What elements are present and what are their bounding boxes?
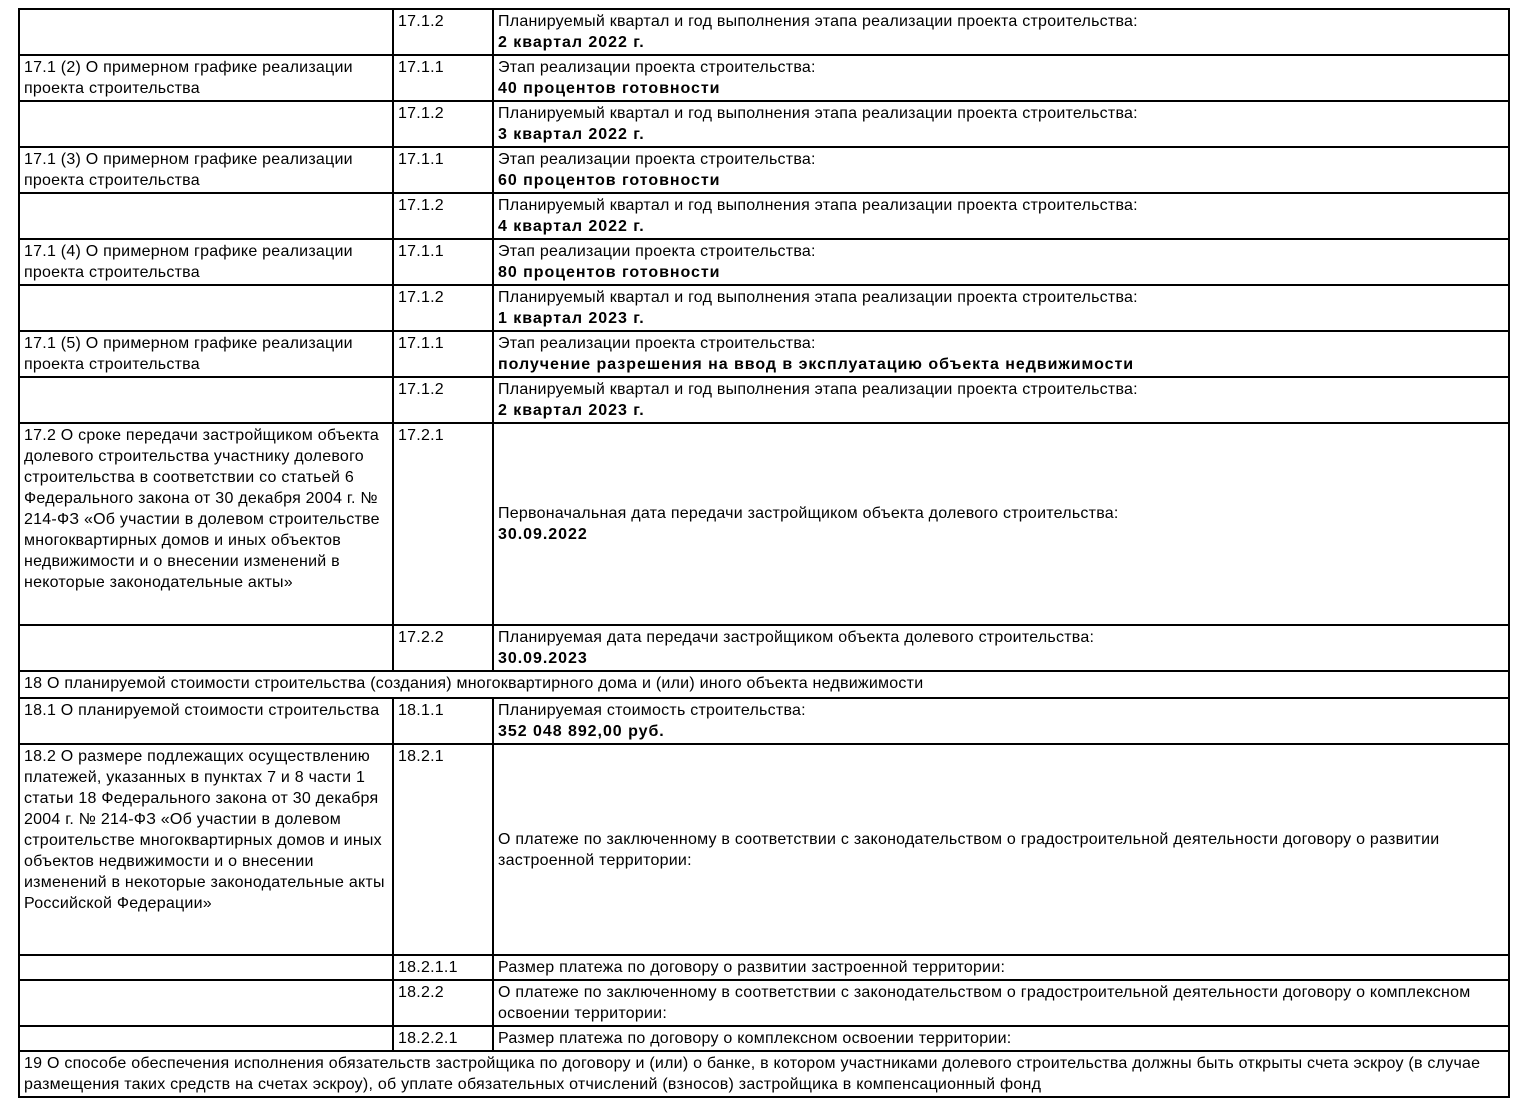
field-label: Этап реализации проекта строительства: (498, 151, 816, 168)
field-label: Планируемый квартал и год выполнения этапа реализации проекта строительства: (498, 381, 1138, 398)
field-value: 1 квартал 2023 г. (498, 310, 645, 327)
row-number-cell: 18.2.2.1 (393, 1026, 493, 1051)
field-value: 30.09.2023 (498, 650, 588, 667)
field-label: О платеже по заключенному в соответствии с законодательством о градостроительной деятельности договору о комплексном освоении территории: (498, 984, 1471, 1022)
row-content-cell (493, 147, 1509, 193)
field-label: Этап реализации проекта строительства: (498, 335, 816, 352)
row-content-cell (493, 193, 1509, 239)
row-number-cell: 17.1.2 (393, 377, 493, 423)
table-row (19, 744, 1509, 955)
table-row (19, 239, 1509, 285)
row-content-cell (493, 980, 1509, 1026)
row-description-cell (19, 955, 393, 980)
row-number-cell: 17.1.2 (393, 101, 493, 147)
field-value: 3 квартал 2022 г. (498, 126, 645, 143)
field-value: 352 048 892,00 руб. (498, 723, 665, 740)
row-description-cell (19, 377, 393, 423)
row-content-cell (493, 377, 1509, 423)
table-row (19, 1026, 1509, 1051)
table-row (19, 698, 1509, 744)
table-row (19, 980, 1509, 1026)
row-description-cell (19, 625, 393, 671)
field-value: 2 квартал 2023 г. (498, 402, 645, 419)
row-description-cell: 18.2 О размере подлежащих осуществлению платежей, указанных в пунктах 7 и 8 части 1 статьи 18 Федерального закона от 30 декабря 2004 г. № 214-ФЗ «Об участии в долевом строительстве многоквартирных домов и иных объектов недвижимости и о внесении изменений в некоторые законодательные акты Российской Федерации» (19, 744, 393, 955)
row-content-cell (493, 101, 1509, 147)
project-declaration-table (18, 8, 1510, 1098)
table-row (19, 423, 1509, 625)
row-number-cell: 18.2.1 (393, 744, 493, 955)
row-number-cell: 18.1.1 (393, 698, 493, 744)
row-description-cell: 17.1 (4) О примерном графике реализации проекта строительства (19, 239, 393, 285)
row-content-cell (493, 744, 1509, 955)
section-row (19, 671, 1509, 698)
row-content-cell (493, 625, 1509, 671)
row-description-cell (19, 1026, 393, 1051)
table-row (19, 101, 1509, 147)
field-value: 30.09.2022 (498, 526, 588, 543)
table-row (19, 377, 1509, 423)
table-row (19, 625, 1509, 671)
row-number-cell: 17.1.2 (393, 9, 493, 55)
row-description-cell (19, 193, 393, 239)
field-value: 4 квартал 2022 г. (498, 218, 645, 235)
row-description-cell (19, 101, 393, 147)
table-row (19, 285, 1509, 331)
row-description-cell (19, 9, 393, 55)
row-content-cell (493, 55, 1509, 101)
field-label: Планируемый квартал и год выполнения этапа реализации проекта строительства: (498, 197, 1138, 214)
field-label: Размер платежа по договору о развитии застроенной территории: (498, 959, 1006, 976)
row-description-cell (19, 285, 393, 331)
document-page (18, 8, 1510, 1098)
row-number-cell: 18.2.2 (393, 980, 493, 1026)
field-value: 2 квартал 2022 г. (498, 34, 645, 51)
row-description-cell (19, 980, 393, 1026)
row-content-cell (493, 9, 1509, 55)
table-row (19, 193, 1509, 239)
row-number-cell: 17.1.1 (393, 55, 493, 101)
table-row (19, 955, 1509, 980)
table-row (19, 9, 1509, 55)
row-number-cell: 18.2.1.1 (393, 955, 493, 980)
table-row (19, 55, 1509, 101)
row-content-cell (493, 239, 1509, 285)
field-label: Этап реализации проекта строительства: (498, 59, 816, 76)
row-number-cell: 17.1.2 (393, 285, 493, 331)
field-label: Первоначальная дата передачи застройщиком объекта долевого строительства: (498, 505, 1119, 522)
row-description-cell: 18.1 О планируемой стоимости строительства (19, 698, 393, 744)
row-number-cell: 17.1.2 (393, 193, 493, 239)
row-description-cell: 17.1 (3) О примерном графике реализации проекта строительства (19, 147, 393, 193)
field-value: 80 процентов готовности (498, 264, 721, 281)
field-label: Этап реализации проекта строительства: (498, 243, 816, 260)
field-value: получение разрешения на ввод в эксплуатацию объекта недвижимости (498, 356, 1135, 373)
row-content-cell (493, 285, 1509, 331)
field-label: Планируемая стоимость строительства: (498, 702, 806, 719)
row-content-cell (493, 331, 1509, 377)
field-value: 40 процентов готовности (498, 80, 721, 97)
field-label: Планируемый квартал и год выполнения этапа реализации проекта строительства: (498, 105, 1138, 122)
section-header: 18 О планируемой стоимости строительства (создания) многоквартирного дома и (или) иного объекта недвижимости (19, 671, 1509, 698)
field-label: Размер платежа по договору о комплексном освоении территории: (498, 1030, 1012, 1047)
table-body (19, 9, 1509, 1097)
row-number-cell: 17.1.1 (393, 331, 493, 377)
section-row (19, 1051, 1509, 1097)
table-row (19, 331, 1509, 377)
row-description-cell: 17.1 (2) О примерном графике реализации проекта строительства (19, 55, 393, 101)
field-label: О платеже по заключенному в соответствии с законодательством о градостроительной деятельности договору о развитии застроенной территории: (498, 830, 1440, 869)
row-description-cell: 17.2 О сроке передачи застройщиком объекта долевого строительства участнику долевого строительства в соответствии со статьей 6 Федерального закона от 30 декабря 2004 г. № 214-ФЗ «Об участии в долевом строительстве многоквартирных домов и иных объектов недвижимости и о внесении изменений в некоторые законодательные акты» (19, 423, 393, 625)
row-content-cell (493, 698, 1509, 744)
row-number-cell: 17.2.1 (393, 423, 493, 625)
row-number-cell: 17.2.2 (393, 625, 493, 671)
row-number-cell: 17.1.1 (393, 239, 493, 285)
row-content-cell (493, 1026, 1509, 1051)
field-label: Планируемый квартал и год выполнения этапа реализации проекта строительства: (498, 289, 1138, 306)
row-number-cell: 17.1.1 (393, 147, 493, 193)
row-description-cell: 17.1 (5) О примерном графике реализации проекта строительства (19, 331, 393, 377)
row-content-cell (493, 955, 1509, 980)
field-value: 60 процентов готовности (498, 172, 721, 189)
field-label: Планируемая дата передачи застройщиком объекта долевого строительства: (498, 629, 1095, 646)
section-header: 19 О способе обеспечения исполнения обязательств застройщика по договору и (или) о банке, в котором участниками долевого строительства должны быть открыты счета эскроу (в случае размещения таких средств на счетах эскроу), об уплате обязательных отчислений (взносов) застройщика в компенсационный фонд (19, 1051, 1509, 1097)
row-content-cell (493, 423, 1509, 625)
field-label: Планируемый квартал и год выполнения этапа реализации проекта строительства: (498, 13, 1138, 30)
table-row (19, 147, 1509, 193)
